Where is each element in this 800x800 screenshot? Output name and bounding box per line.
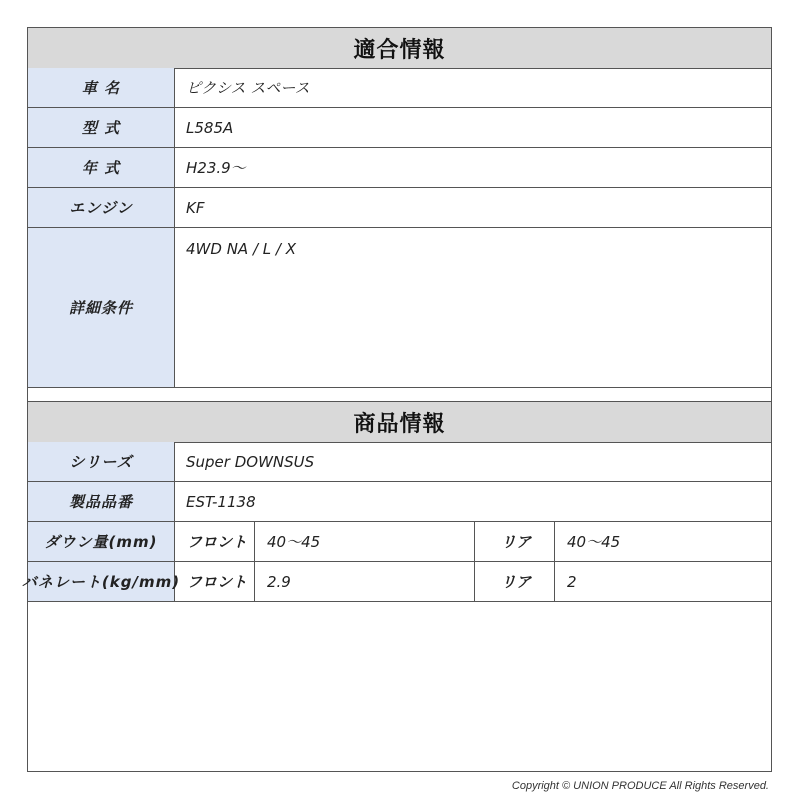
spring-rear-value: 2 <box>567 572 577 591</box>
product-row-part-number <box>28 482 771 522</box>
spring-rate-label: バネレート(kg/mm) <box>28 562 175 601</box>
fitment-title-text: 適合情報 <box>353 37 446 63</box>
product-title-text: 商品情報 <box>353 411 446 437</box>
fitment-row-details <box>28 228 771 388</box>
fitment-section-title <box>28 28 771 69</box>
model-code-label: 型 式 <box>28 108 175 147</box>
spring-rear-label: リア <box>475 562 555 601</box>
fitment-row-year <box>28 148 771 188</box>
model-code-value: L585A <box>186 118 234 137</box>
car-name-value: ピクシス スペース <box>186 79 310 97</box>
car-name-label: 車 名 <box>28 68 175 107</box>
details-value: 4WD NA / L / X <box>186 240 296 258</box>
engine-label: エンジン <box>28 188 175 227</box>
spec-sheet <box>21 27 772 772</box>
fitment-row-car-name <box>28 68 771 108</box>
series-label: シリーズ <box>28 442 175 481</box>
fitment-row-model-code <box>28 108 771 148</box>
down-label: ダウン量(mm) <box>28 522 175 561</box>
series-value: Super DOWNSUS <box>186 452 315 471</box>
details-label: 詳細条件 <box>28 228 175 387</box>
year-value: H23.9～ <box>186 159 246 177</box>
down-front-label: フロント <box>175 522 255 561</box>
product-row-spring-rate <box>21 562 771 602</box>
section-separator <box>28 388 771 402</box>
engine-value: KF <box>186 198 205 217</box>
down-front-value: 40～45 <box>255 522 475 561</box>
spring-front-label: フロント <box>175 562 255 601</box>
part-number-label: 製品品番 <box>28 482 175 521</box>
product-row-down <box>28 522 771 562</box>
copyright-notice: Copyright © UNION PRODUCE All Rights Reserved. <box>511 780 769 792</box>
down-rear-label: リア <box>475 522 555 561</box>
product-row-series <box>28 442 771 482</box>
fitment-row-engine <box>28 188 771 228</box>
part-number-value: EST-1138 <box>186 492 256 511</box>
product-section-title <box>28 402 771 443</box>
year-label: 年 式 <box>28 148 175 187</box>
down-rear-value: 40～45 <box>567 533 621 551</box>
spring-front-value: 2.9 <box>255 562 475 601</box>
